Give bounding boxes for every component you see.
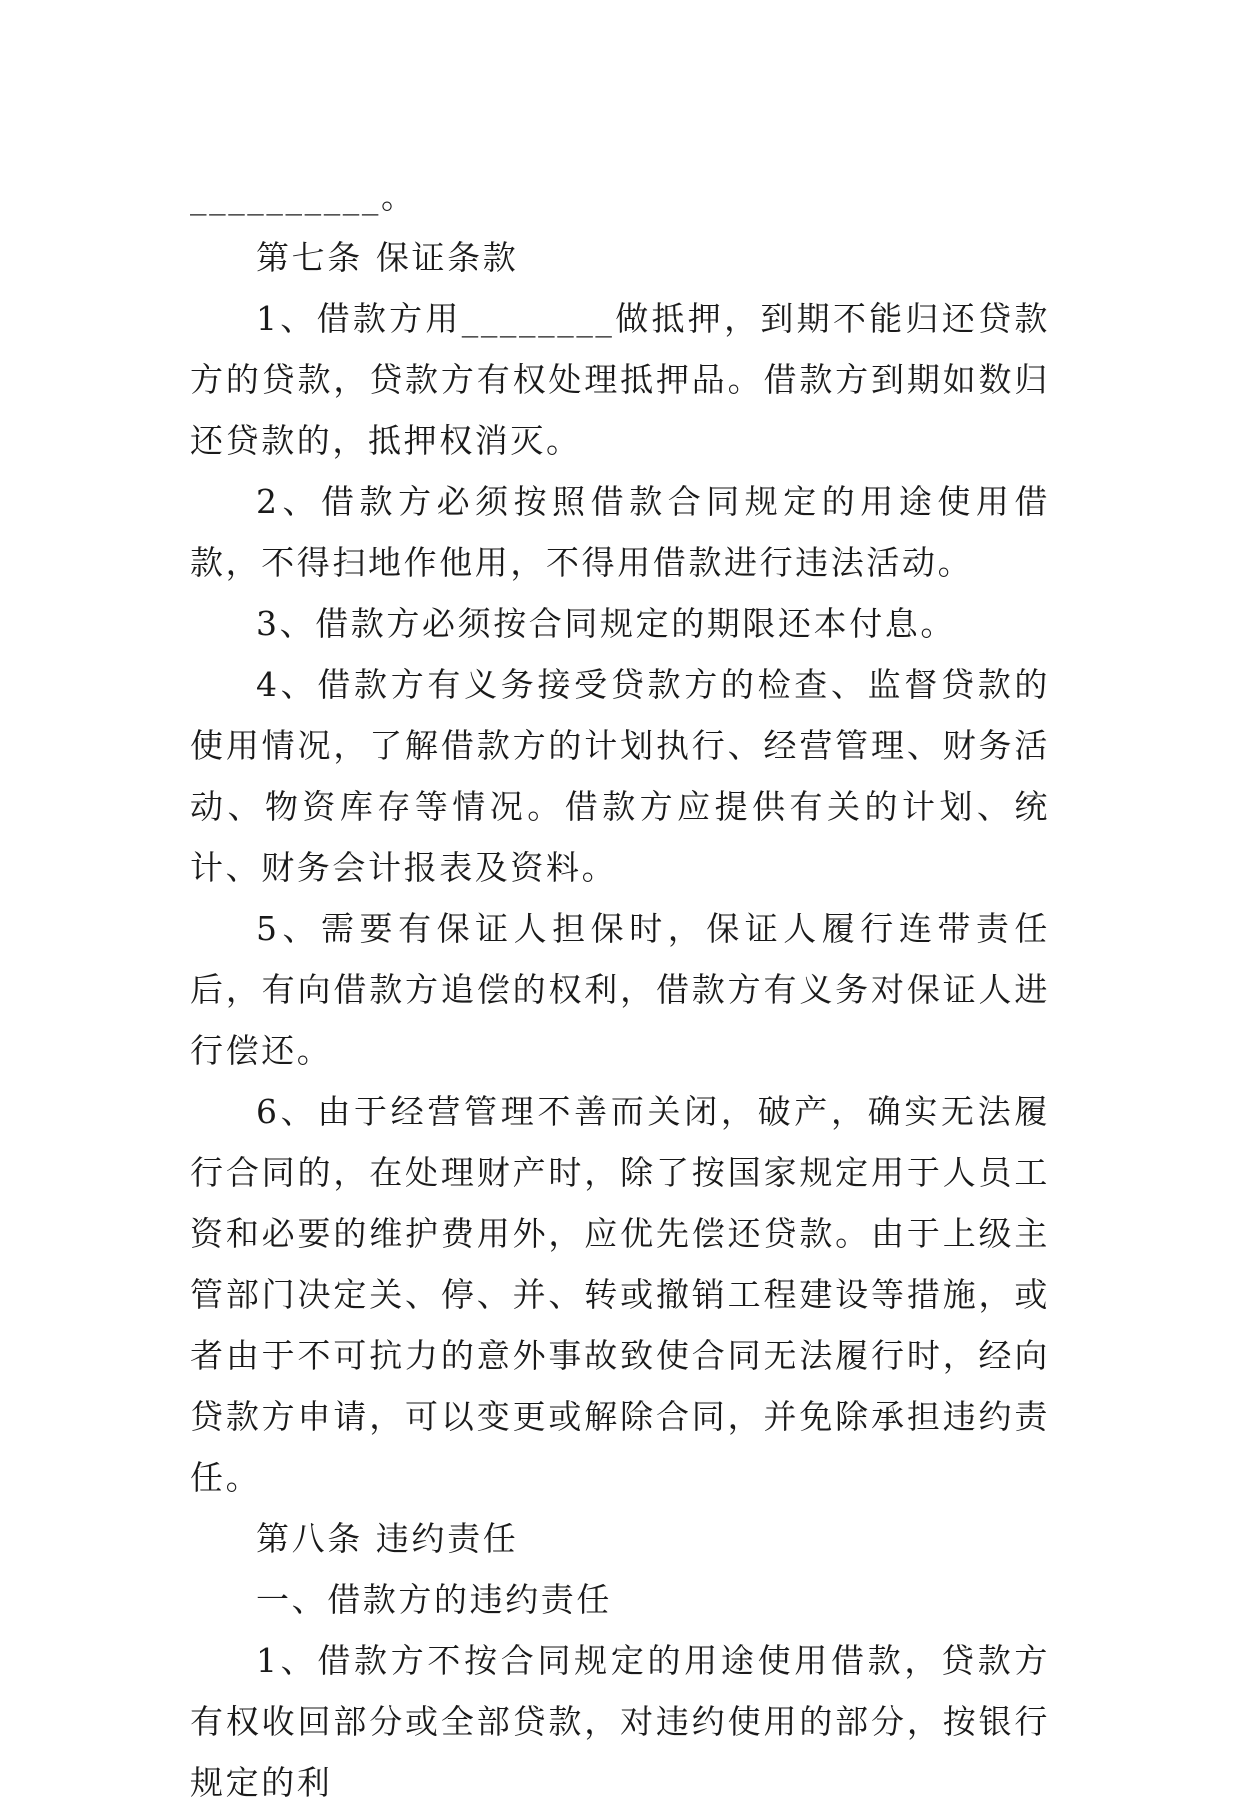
blank-line: __________。 (190, 177, 417, 216)
clause-8-1-1: 1、借款方不按合同规定的用途使用借款，贷款方有权收回部分或全部贷款，对违约使用的部分，按银行规定的利 (190, 1641, 1050, 1802)
article-7-heading: 第七条 保证条款 (256, 238, 519, 277)
clause-7-3: 3、借款方必须按合同规定的期限还本付息。 (256, 604, 956, 643)
clause-7-2: 2、借款方必须按照借款合同规定的用途使用借款，不得扫地作他用，不得用借款进行违法活动。 (190, 482, 1050, 582)
clause-7-4: 4、借款方有义务接受贷款方的检查、监督贷款的使用情况，了解借款方的计划执行、经营管理、财务活动、物资库存等情况。借款方应提供有关的计划、统计、财务会计报表及资料。 (190, 665, 1050, 887)
article-8-heading: 第八条 违约责任 (256, 1519, 519, 1558)
clause-7-6: 6、由于经营管理不善而关闭，破产，确实无法履行合同的，在处理财产时，除了按国家规定用于人员工资和必要的维护费用外，应优先偿还贷款。由于上级主管部门决定关、停、并、转或撤销工程建设等措施，或者由于不可抗力的意外事故致使合同无法履行时，经向贷款方申请，可以变更或解除合同，并免除承担违约责任。 (190, 1092, 1050, 1497)
document-body (190, 166, 1050, 1813)
section-8-1-heading: 一、借款方的违约责任 (256, 1580, 612, 1619)
clause-7-1: 1、借款方用________做抵押，到期不能归还贷款方的贷款，贷款方有权处理抵押品。借款方到期如数归还贷款的，抵押权消灭。 (190, 299, 1050, 460)
clause-7-5: 5、需要有保证人担保时，保证人履行连带责任后，有向借款方追偿的权利，借款方有义务对保证人进行偿还。 (190, 909, 1050, 1070)
